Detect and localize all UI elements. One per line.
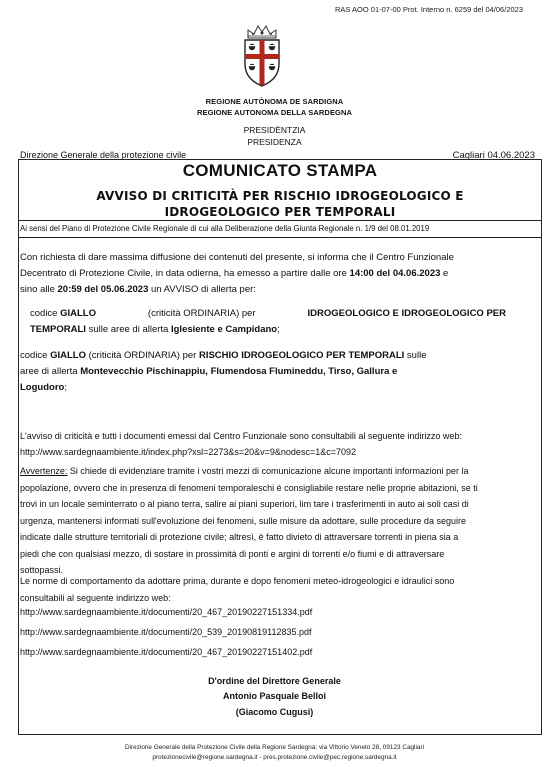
regional-coat-of-arms-icon (240, 24, 284, 88)
warnings-line: trovi in un locale seminterrato o al piano terra, salire ai piani superiori, lim tare i trasferimenti in auto ai soli casi di (20, 499, 469, 509)
protocol-stamp: RAS AOO 01-07-00 Prot. Interno n. 6259 del 04/06/2023 (334, 5, 523, 14)
warnings-label: Avvertenze: (20, 466, 68, 476)
legal-reference: Ai sensi del Piano di Protezione Civile Regionale di cui alla Deliberazione della Giunta Regionale n. 1/9 del 08.01.2019 (20, 224, 430, 233)
warnings-line: popolazione, ovvero che in presenza di fenomeni temporaleschi è consigliabile restare nelle proprie abitazioni, se ti (20, 482, 478, 493)
signature-line-1: D'ordine del Direttore Generale (208, 676, 341, 686)
alert-line: Logudoro; (20, 382, 67, 393)
norms-line: consultabili al seguente indirizzo web: (20, 592, 171, 603)
page-subtitle (18, 188, 542, 220)
direction-name: Direzione Generale della protezione civile (20, 150, 187, 160)
norms-line: Le norme di comportamento da adottare prima, durante e dopo fenomeni meteo-idrogeologici e idraulici sono (20, 576, 455, 586)
alert-line: TEMPORALI sulle aree di allerta Iglesiente e Campidano; (30, 324, 280, 335)
region-name-italian: REGIONE AUTONOMA DELLA SARDEGNA (196, 108, 353, 117)
region-name-sardinian: REGIONE AUTÒNOMA DE SARDIGNA (205, 97, 344, 106)
presidency-sardinian: PRESIDÈNTZIA (243, 125, 306, 135)
consult-text: L'avviso di criticità e tutti i documenti emessi dal Centro Funzionale sono consultabili al seguente indirizzo web: (20, 431, 462, 441)
intro-line: sino alle 20:59 del 05.06.2023 un AVVISO di allerta per: (20, 284, 256, 295)
warnings-line: urgenza, mantenersi informati sull'evoluzione dei fenomeni, sulle misure da adottare, sulle procedure da seguire (20, 515, 466, 526)
warnings-line: piedi che con qualsiasi mezzo, di sostare in prossimità di ponti e argini di torrenti e/o fiumi e di attraversare (20, 548, 445, 559)
alert-item-1 (30, 306, 506, 338)
alert-line: codice GIALLO (criticità ORDINARIA) per RISCHIO IDROGEOLOGICO PER TEMPORALI sulle (20, 350, 427, 361)
title-divider (18, 220, 542, 221)
warnings-line: indicate dalle strutture territoriali di protezione civile; altresì, è fatto divieto di attraversare torrenti in piena sia a (20, 532, 459, 542)
place-and-date: Cagliari 04.06.2023 (452, 150, 535, 161)
presidency-italian: PRESIDENZA (247, 137, 302, 147)
page-title: COMUNICATO STAMPA (182, 161, 378, 180)
intro-paragraph (20, 250, 536, 298)
norms-link-3[interactable]: http://www.sardegnaambiente.it/documenti/20_467_20190227151402.pdf (20, 647, 313, 657)
alert-line: codice GIALLO (criticità ORDINARIA) per IDROGEOLOGICO E IDROGEOLOGICO PER (30, 308, 506, 319)
subtitle-line-2: IDROGEOLOGICO PER TEMPORALI (164, 205, 396, 219)
warnings-line: Avvertenze: Si chiede di evidenziare tramite i vostri mezzi di comunicazione alcune importanti informazioni per la (20, 466, 469, 476)
signature-signer: (Giacomo Cugusi) (235, 707, 314, 717)
consult-link[interactable]: http://www.sardegnaambiente.it/index.php?xsl=2273&s=20&v=9&nodesc=1&c=7092 (20, 447, 356, 457)
alert-line: aree di allerta Montevecchio Pischinappiu, Flumendosa Flumineddu, Tirso, Gallura e (20, 366, 398, 377)
intro-line: Con richiesta di dare massima diffusione dei contenuti del presente, si informa che il Centro Funzionale (20, 252, 454, 263)
norms-link-1[interactable]: http://www.sardegnaambiente.it/documenti/20_467_20190227151334.pdf (20, 607, 313, 617)
subtitle-line-1: AVVISO DI CRITICITÀ PER RISCHIO IDROGEOLOGICO E (96, 189, 464, 203)
footer-address: Direzione Generale della Protezione Civile della Regione Sardegna: via Vittorio Veneto 28, 09123 Cagliari (124, 744, 424, 751)
norms-link-2[interactable]: http://www.sardegnaambiente.it/documenti/20_539_20190819112835.pdf (20, 627, 312, 637)
warnings-paragraph (20, 463, 536, 579)
norms-paragraph (20, 573, 536, 606)
intro-line: Decentrato di Protezione Civile, in data odierna, ha emesso a partire dalle ore 14:00 del 04.06.2023 e (20, 268, 449, 279)
alert-item-2 (20, 348, 530, 396)
legal-divider (18, 237, 542, 238)
footer-emails: protezionecivile@regione.sardegna.it - pres.protezione.civile@pec.regione.sardegna.it (152, 754, 397, 761)
signature-name: Antonio Pasquale Belloi (222, 691, 326, 701)
warnings-line: sottopassi. (20, 565, 64, 575)
